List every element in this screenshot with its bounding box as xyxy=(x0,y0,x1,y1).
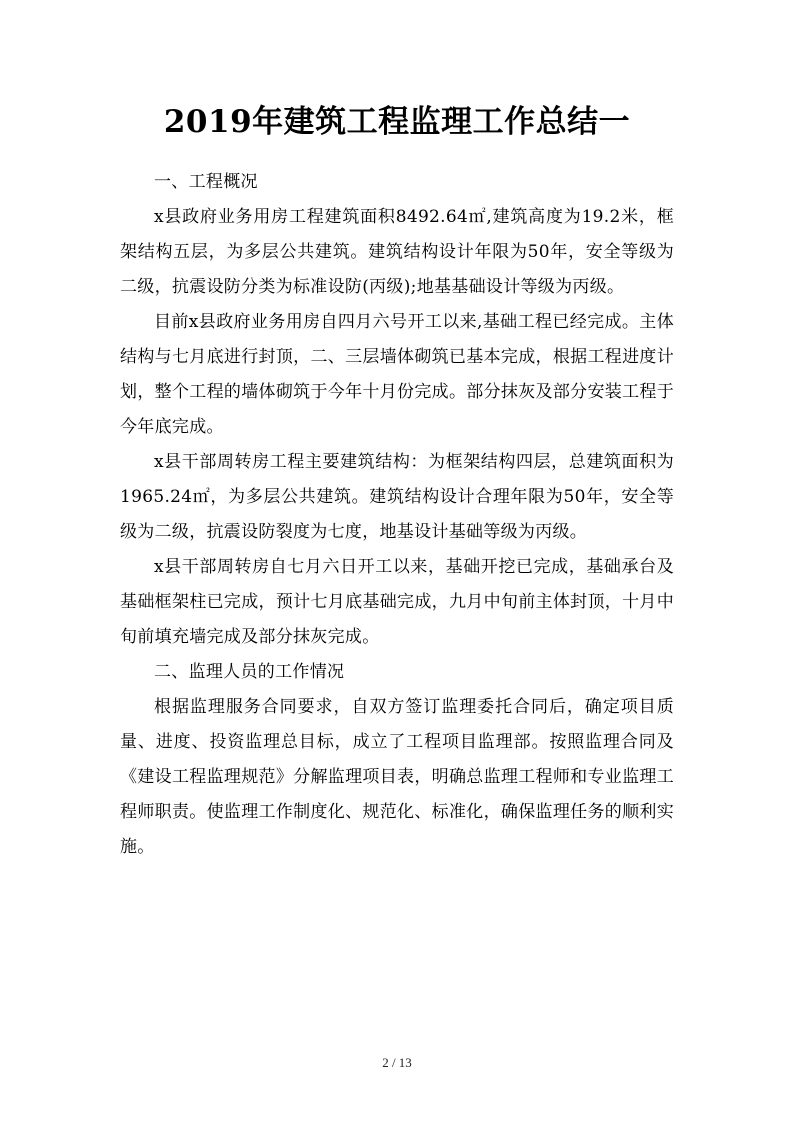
document-body xyxy=(120,165,674,865)
section-heading-project-overview: 一、工程概况 xyxy=(154,172,258,192)
section-heading-supervision-staff: 二、监理人员的工作情况 xyxy=(154,662,345,682)
paragraph-government-building-progress: 目前x县政府业务用房自四月六号开工以来,基础工程已经完成。主体结构与七月底进行封顶，二、三层墙体砌筑已基本完成，根据工程进度计划，整个工程的墙体砌筑于今年十月份完成。部分抹灰及部分安装工程于今年底完成。 xyxy=(120,312,674,437)
paragraph-staff-housing-progress: x县干部周转房自七月六日开工以来，基础开挖已完成，基础承台及基础框架柱已完成，预计七月底基础完成，九月中旬前主体封顶，十月中旬前填充墙完成及部分抹灰完成。 xyxy=(120,557,674,647)
paragraph-supervision-work: 根据监理服务合同要求，自双方签订监理委托合同后，确定项目质量、进度、投资监理总目标，成立了工程项目监理部。按照监理合同及《建设工程监理规范》分解监理项目表，明确总监理工程师和专业监理工程师职责。使监理工作制度化、规范化、标准化，确保监理任务的顺利实施。 xyxy=(120,697,674,857)
page-number: 2 / 13 xyxy=(382,1055,412,1070)
paragraph-staff-housing-overview: x县干部周转房工程主要建筑结构：为框架结构四层，总建筑面积为1965.24㎡，为多层公共建筑。建筑结构设计合理年限为50年，安全等级为二级，抗震设防裂度为七度，地基设计基础等级为丙级。 xyxy=(120,452,674,542)
paragraph-government-building-overview: x县政府业务用房工程建筑面积8492.64㎡,建筑高度为19.2米，框架结构五层，为多层公共建筑。建筑结构设计年限为50年，安全等级为二级，抗震设防分类为标准设防(丙级);地基基础设计等级为丙级。 xyxy=(120,207,675,297)
document-title: 2019年建筑工程监理工作总结一 xyxy=(163,104,631,140)
